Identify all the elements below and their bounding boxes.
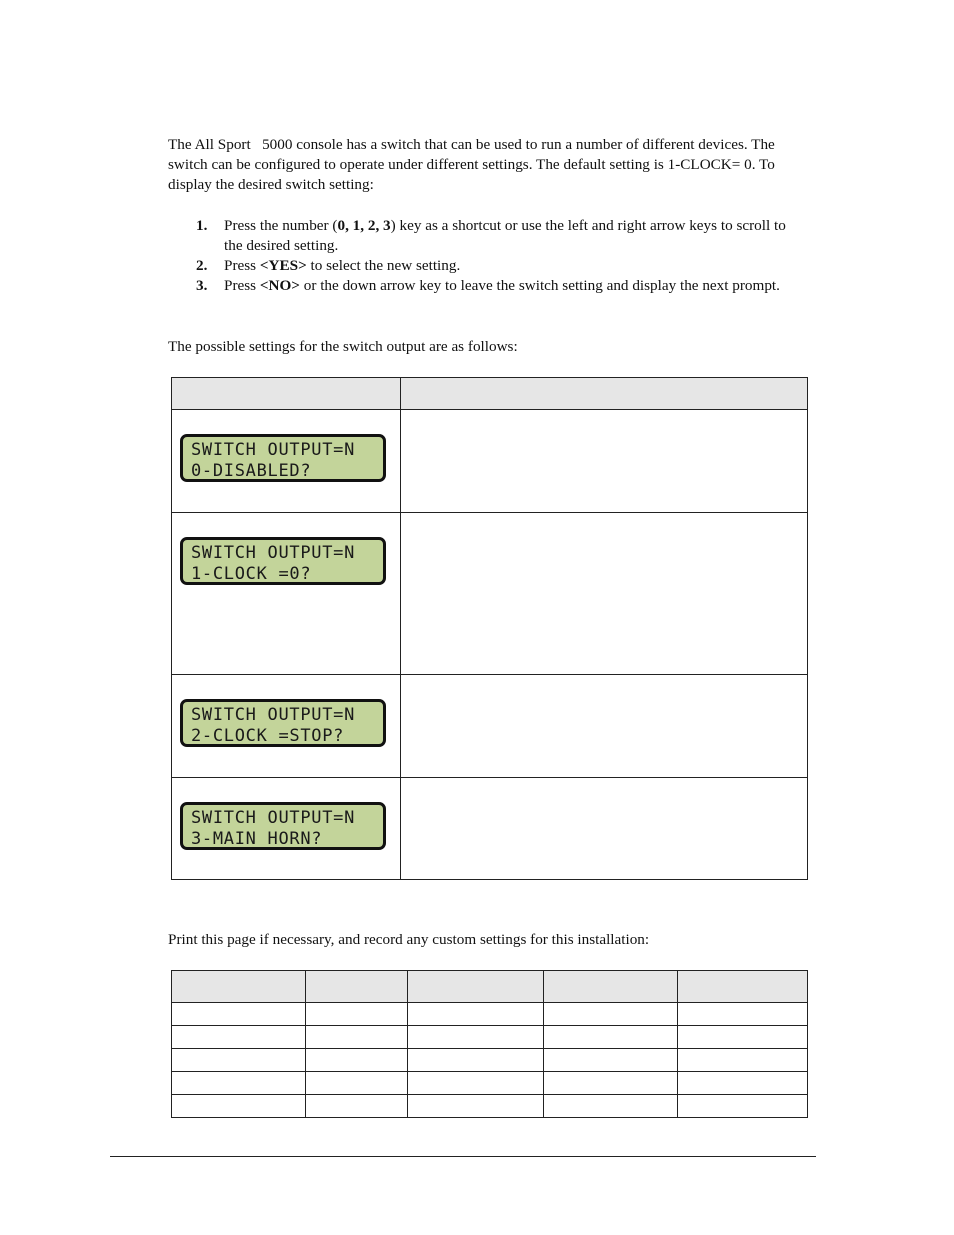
intro-paragraph xyxy=(168,135,808,195)
print-note: Print this page if necessary, and record any custom settings for this installation: xyxy=(168,931,650,948)
lcd-line: SWITCH OUTPUT=N xyxy=(191,440,356,460)
intro-part-1: The All Sport xyxy=(168,136,251,153)
table-cell[interactable] xyxy=(678,1026,808,1049)
table-cell[interactable] xyxy=(172,1026,306,1049)
lcd-line: 0-DISABLED? xyxy=(191,461,312,481)
table-cell[interactable] xyxy=(408,1095,544,1118)
intro-part-2: 5000 console has a switch that can be used to run a number of different devices. The switch can be configured to operate under different settings. The default setting is 1-CLOCK= 0. To display the desired switch setting: xyxy=(168,136,775,193)
step-key: <YES> xyxy=(259,257,307,274)
header-cell xyxy=(678,971,808,1003)
table-cell[interactable] xyxy=(544,1049,678,1072)
lcd-display xyxy=(180,537,386,585)
table-cell[interactable] xyxy=(306,1049,408,1072)
step-text: ) key as a shortcut or use the left and right arrow keys to scroll to the desired setting. xyxy=(224,217,786,254)
description-cell xyxy=(401,513,808,675)
custom-settings-table xyxy=(171,970,808,1118)
table-header-row xyxy=(172,971,808,1003)
step-number: 2. xyxy=(196,257,208,274)
table-cell[interactable] xyxy=(544,1072,678,1095)
lcd-cell xyxy=(172,410,401,513)
table-row xyxy=(172,1049,808,1072)
settings-table xyxy=(171,377,808,880)
lcd-cell xyxy=(172,675,401,778)
table-cell[interactable] xyxy=(172,1049,306,1072)
lcd-line: SWITCH OUTPUT=N xyxy=(191,705,356,725)
step-text: Press the number ( xyxy=(224,217,338,234)
table-cell[interactable] xyxy=(678,1072,808,1095)
table-cell[interactable] xyxy=(408,1072,544,1095)
header-cell xyxy=(401,378,808,410)
table-cell[interactable] xyxy=(306,1003,408,1026)
description-cell xyxy=(401,778,808,880)
table-cell[interactable] xyxy=(408,1026,544,1049)
table-cell[interactable] xyxy=(408,1003,544,1026)
step-number: 3. xyxy=(196,277,208,294)
table-cell[interactable] xyxy=(678,1003,808,1026)
table-row xyxy=(172,675,808,778)
lcd-display xyxy=(180,434,386,482)
possible-settings-text: The possible settings for the switch output are as follows: xyxy=(168,338,518,355)
header-cell xyxy=(306,971,408,1003)
table-cell[interactable] xyxy=(306,1095,408,1118)
step-text: Press xyxy=(224,277,260,294)
step-key: <NO> xyxy=(259,277,300,294)
table-cell[interactable] xyxy=(544,1003,678,1026)
header-cell xyxy=(172,378,401,410)
step-list xyxy=(168,216,808,296)
step-item xyxy=(168,256,808,276)
table-cell[interactable] xyxy=(306,1026,408,1049)
lcd-cell xyxy=(172,513,401,675)
table-cell[interactable] xyxy=(172,1072,306,1095)
step-item xyxy=(168,216,808,256)
table-row xyxy=(172,410,808,513)
lcd-display xyxy=(180,699,386,747)
step-text: Press xyxy=(224,257,260,274)
table-row xyxy=(172,1003,808,1026)
lcd-display xyxy=(180,802,386,850)
step-text: or the down arrow key to leave the switch setting and display the next prompt. xyxy=(299,277,780,294)
table-header-row xyxy=(172,378,808,410)
table-cell[interactable] xyxy=(678,1095,808,1118)
table-cell[interactable] xyxy=(544,1095,678,1118)
lcd-line: SWITCH OUTPUT=N xyxy=(191,543,356,563)
step-key: 0, 1, 2, 3 xyxy=(337,217,391,234)
description-cell xyxy=(401,410,808,513)
lcd-line: SWITCH OUTPUT=N xyxy=(191,808,356,828)
table-cell[interactable] xyxy=(172,1003,306,1026)
step-number: 1. xyxy=(196,217,208,234)
table-cell[interactable] xyxy=(678,1049,808,1072)
header-cell xyxy=(172,971,306,1003)
table-row xyxy=(172,1095,808,1118)
lcd-line: 1-CLOCK =0? xyxy=(191,564,312,584)
table-row xyxy=(172,1026,808,1049)
table-cell[interactable] xyxy=(544,1026,678,1049)
footer-rule xyxy=(110,1156,816,1157)
table-row xyxy=(172,1072,808,1095)
lcd-line: 2-CLOCK =STOP? xyxy=(191,726,345,746)
table-cell[interactable] xyxy=(408,1049,544,1072)
header-cell xyxy=(544,971,678,1003)
lcd-cell xyxy=(172,778,401,880)
table-row xyxy=(172,778,808,880)
step-text: to select the new setting. xyxy=(306,257,461,274)
header-cell xyxy=(408,971,544,1003)
table-cell[interactable] xyxy=(306,1072,408,1095)
table-cell[interactable] xyxy=(172,1095,306,1118)
lcd-line: 3-MAIN HORN? xyxy=(191,829,323,849)
table-row xyxy=(172,513,808,675)
description-cell xyxy=(401,675,808,778)
step-item xyxy=(168,276,808,296)
